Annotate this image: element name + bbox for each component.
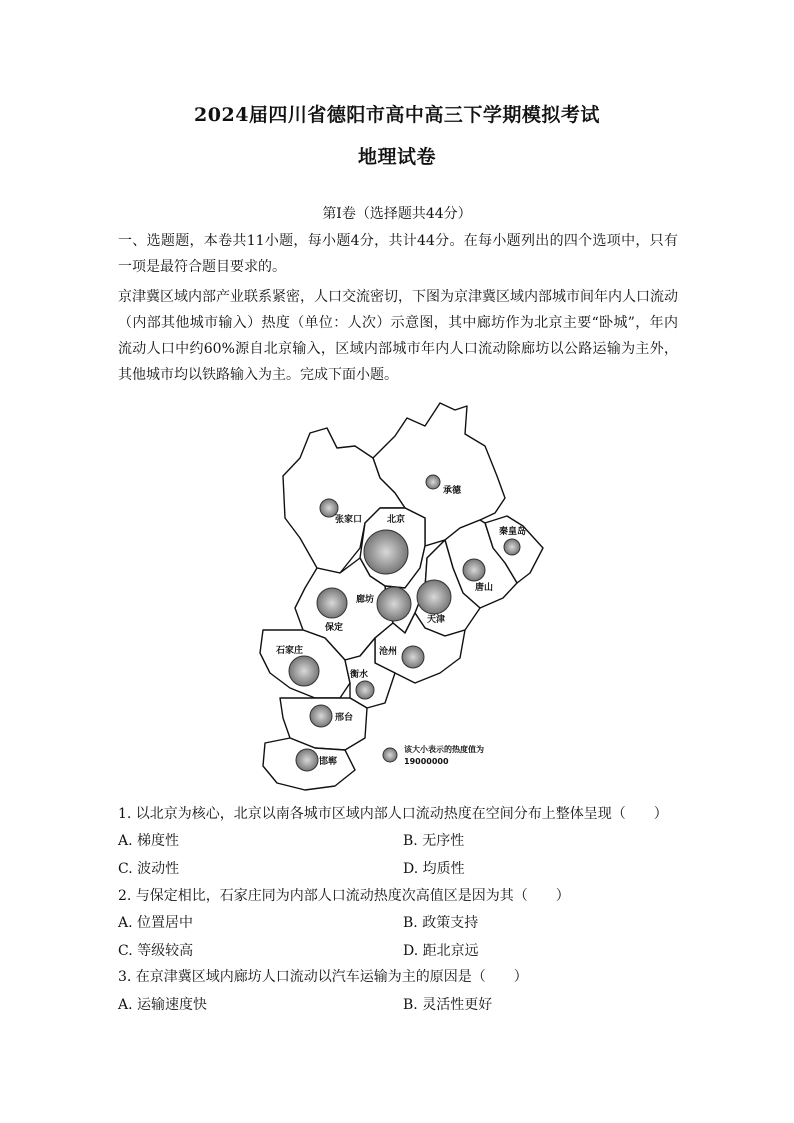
label-zhangjiakou: 张家口	[335, 515, 363, 525]
passage-text: 京津冀区域内部产业联系紧密，人口交流密切，下图为京津冀区域内部城市间年内人口流动（内部其他城市输入）热度（单位：人次）示意图，其中廊坊作为北京主要“卧城”，年内流动人口中约60%源自北京输入，区域内部城市年内人口流动除廊坊以公路运输为主外，其他城市均以铁路输入为主。完成下面小题。	[118, 289, 678, 383]
label-hengshui: 衡水	[350, 670, 369, 680]
q2-option-a[interactable]: A. 位置居中	[118, 915, 194, 931]
question-3-stem: 3. 在京津冀区域内廊坊人口流动以汽车运输为主的原因是（ ）	[118, 969, 528, 985]
label-langfang: 廊坊	[356, 595, 375, 605]
question-2-stem: 2. 与保定相比，石家庄同为内部人口流动热度次高值区是因为其（ ）	[118, 888, 570, 904]
q2-option-b[interactable]: B. 政策支持	[403, 915, 479, 931]
bubble-langfang	[377, 587, 411, 621]
bubble-baoding	[317, 588, 347, 618]
q1-option-d[interactable]: D. 均质性	[403, 861, 465, 877]
label-chengde: 承德	[443, 486, 462, 496]
q3-option-b[interactable]: B. 灵活性更好	[403, 997, 493, 1013]
label-baoding: 保定	[325, 623, 344, 633]
q2-option-c[interactable]: C. 等级较高	[118, 943, 194, 959]
bubble-tianjin	[417, 580, 451, 614]
label-beijing: 北京	[387, 515, 406, 525]
bubble-hengshui	[356, 681, 374, 699]
page-subtitle: 地理试卷	[357, 146, 436, 168]
bubble-cangzhou	[402, 646, 424, 668]
map-svg	[255, 398, 555, 793]
bubble-xingtai	[310, 705, 332, 727]
bubble-beijing	[364, 530, 408, 574]
label-shijiazhuang: 石家庄	[276, 646, 304, 656]
region-map	[255, 398, 555, 793]
q1-option-c[interactable]: C. 波动性	[118, 861, 180, 877]
q1-option-b[interactable]: B. 无序性	[403, 833, 465, 849]
bubble-shijiazhuang	[289, 656, 319, 686]
section-intro: 一、选题题，本卷共11小题，每小题4分，共计44分。在每小题列出的四个选项中，只有一项是最符合题目要求的。	[118, 233, 678, 275]
label-handan: 邯郸	[319, 757, 338, 767]
section-heading: 第Ⅰ卷（选择题共44分）	[322, 206, 472, 222]
bubble-handan	[296, 749, 318, 771]
label-qinhuangdao: 秦皇岛	[499, 527, 527, 537]
label-tangshan: 唐山	[475, 583, 494, 593]
page-title: 2024届四川省德阳市高中高三下学期模拟考试	[194, 104, 600, 126]
bubble-tangshan	[463, 559, 485, 581]
legend-text-2: 19000000	[404, 757, 449, 766]
label-cangzhou: 沧州	[379, 647, 398, 657]
q3-option-a[interactable]: A. 运输速度快	[118, 997, 208, 1013]
question-1-stem: 1. 以北京为核心，北京以南各城市区域内部人口流动热度在空间分布上整体呈现（ ）	[118, 806, 668, 822]
legend-text-1: 该大小表示的热度值为	[404, 745, 484, 754]
label-tianjin: 天津	[427, 615, 446, 625]
legend-bubble	[383, 748, 397, 762]
q1-option-a[interactable]: A. 梯度性	[118, 833, 180, 849]
q2-option-d[interactable]: D. 距北京远	[403, 943, 479, 959]
bubble-qinhuangdao	[504, 539, 520, 555]
bubble-chengde	[426, 475, 440, 489]
label-xingtai: 邢台	[335, 713, 354, 723]
